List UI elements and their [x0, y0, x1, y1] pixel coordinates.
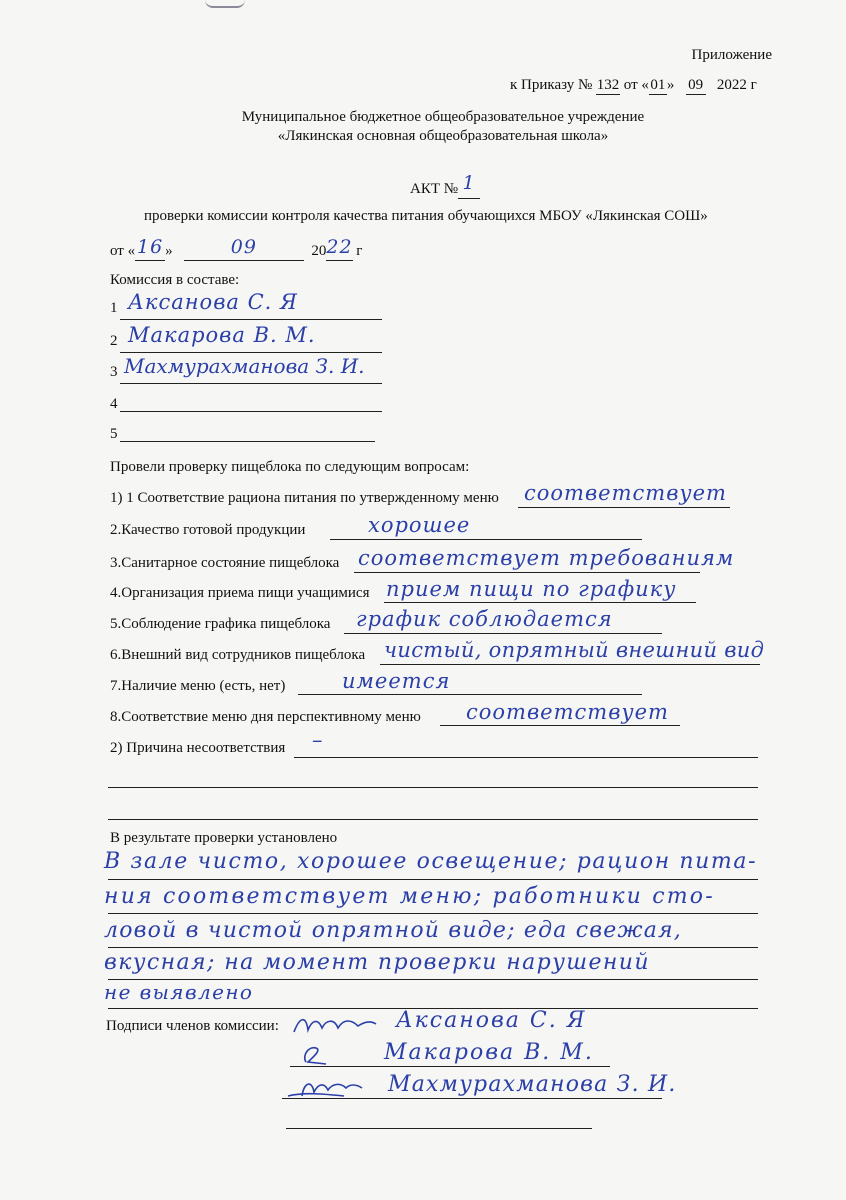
signature-name-2: Макарова В. М. — [384, 1040, 594, 1065]
member-line — [120, 383, 382, 384]
mismatch-label: 2) Причина несоответствия — [110, 740, 286, 756]
member-num-3: 3 — [110, 364, 118, 380]
check-item-label: 6.Внешний вид сотрудников пищеблока — [110, 647, 366, 663]
member-num-5: 5 — [110, 426, 118, 442]
order-year: 2022 г — [716, 77, 757, 93]
act-date-day: 16 — [137, 236, 164, 258]
member-line — [120, 319, 382, 320]
check-item-answer: соответствует — [524, 481, 727, 505]
answer-line — [294, 757, 758, 758]
member-line — [120, 352, 382, 353]
check-item-label: 4.Организация приема пищи учащимися — [110, 585, 370, 601]
result-line — [108, 879, 758, 880]
check-item-answer: имеется — [342, 669, 451, 693]
member-num-1: 1 — [110, 300, 118, 316]
result-text-line: ния соответствует меню; работники сто- — [104, 884, 715, 909]
member-name-3: Махмурахманова З. И. — [124, 354, 365, 378]
result-text-line: В зале чисто, хорошее освещение; рацион пита- — [104, 849, 758, 874]
answer-line — [344, 633, 662, 634]
result-line — [108, 913, 758, 914]
member-num-2: 2 — [110, 333, 118, 349]
result-text-line: ловой в чистой опрятной виде; еда свежая, — [104, 918, 682, 943]
check-item-answer: соответствует требованиям — [358, 546, 735, 570]
mismatch-answer: – — [312, 728, 324, 752]
result-line — [108, 947, 758, 948]
check-item-label: 7.Наличие меню (есть, нет) — [110, 678, 286, 694]
commission-label: Комиссия в составе: — [110, 272, 240, 288]
answer-line — [354, 572, 700, 573]
check-item-label: 1) 1 Соответствие рациона питания по утвержденному меню — [110, 490, 499, 506]
member-name-2: Макарова В. М. — [128, 323, 316, 347]
answer-line — [440, 725, 680, 726]
signature-scribble-1 — [290, 1012, 380, 1038]
check-item-answer: график соблюдается — [356, 607, 613, 631]
result-text-line: не выявлено — [104, 980, 254, 1004]
member-num-4: 4 — [110, 396, 118, 412]
answer-line — [518, 507, 730, 508]
check-intro: Провели проверку пищеблока по следующим вопросам: — [110, 459, 470, 475]
answer-line — [298, 694, 642, 695]
member-line — [120, 411, 382, 412]
signature-name-1: Аксанова С. Я — [396, 1008, 587, 1033]
answer-line — [330, 539, 642, 540]
signature-scribble-3 — [284, 1074, 374, 1102]
act-subtitle: проверки комиссии контроля качества питания обучающихся МБОУ «Лякинская СОШ» — [144, 208, 708, 224]
act-date: от « 16 » 09 2022 г — [110, 236, 363, 259]
order-day: 01 — [650, 77, 666, 93]
member-line — [120, 441, 375, 442]
blank-line — [108, 819, 758, 820]
institution-line1: Муниципальное бюджетное общеобразовательное учреждение — [241, 109, 645, 125]
act-title: АКТ № 1 — [410, 176, 480, 199]
order-number: 132 — [596, 77, 620, 93]
signatures-label: Подписи членов комиссии: — [106, 1018, 279, 1034]
signature-name-3: Махмурахманова З. И. — [388, 1072, 677, 1097]
check-item-label: 2.Качество готовой продукции — [110, 522, 306, 538]
check-item-label: 3.Санитарное состояние пищеблока — [110, 555, 340, 571]
result-label: В результате проверки установлено — [110, 830, 338, 846]
scan-artifact-mark — [205, 0, 245, 8]
blank-line — [108, 787, 758, 788]
signature-line — [286, 1128, 592, 1129]
order-reference: к Приказу № 132 от « 01 » 09 2022 г — [510, 77, 757, 93]
check-item-label: 5.Соблюдение графика пищеблока — [110, 616, 331, 632]
act-date-year: 22 — [326, 236, 353, 258]
result-text-line: вкусная; на момент проверки нарушений — [104, 950, 650, 975]
appendix-title: Приложение — [691, 47, 772, 63]
check-item-answer: хорошее — [368, 513, 471, 537]
check-item-answer: чистый, опрятный внешний вид — [384, 638, 765, 662]
act-date-month: 09 — [230, 236, 257, 258]
order-month: 09 — [686, 77, 706, 95]
member-name-1: Аксанова С. Я — [128, 290, 298, 314]
answer-line — [384, 602, 696, 603]
check-item-answer: соответствует — [466, 700, 669, 724]
act-number: 1 — [462, 172, 476, 194]
check-item-answer: прием пищи по графику — [386, 577, 677, 601]
signature-line — [290, 1066, 610, 1067]
check-item-label: 8.Соответствие меню дня перспективному меню — [110, 709, 421, 725]
institution-line2: «Лякинская основная общеобразовательная школа» — [277, 128, 609, 144]
answer-line — [380, 664, 760, 665]
signature-scribble-2 — [298, 1042, 334, 1068]
